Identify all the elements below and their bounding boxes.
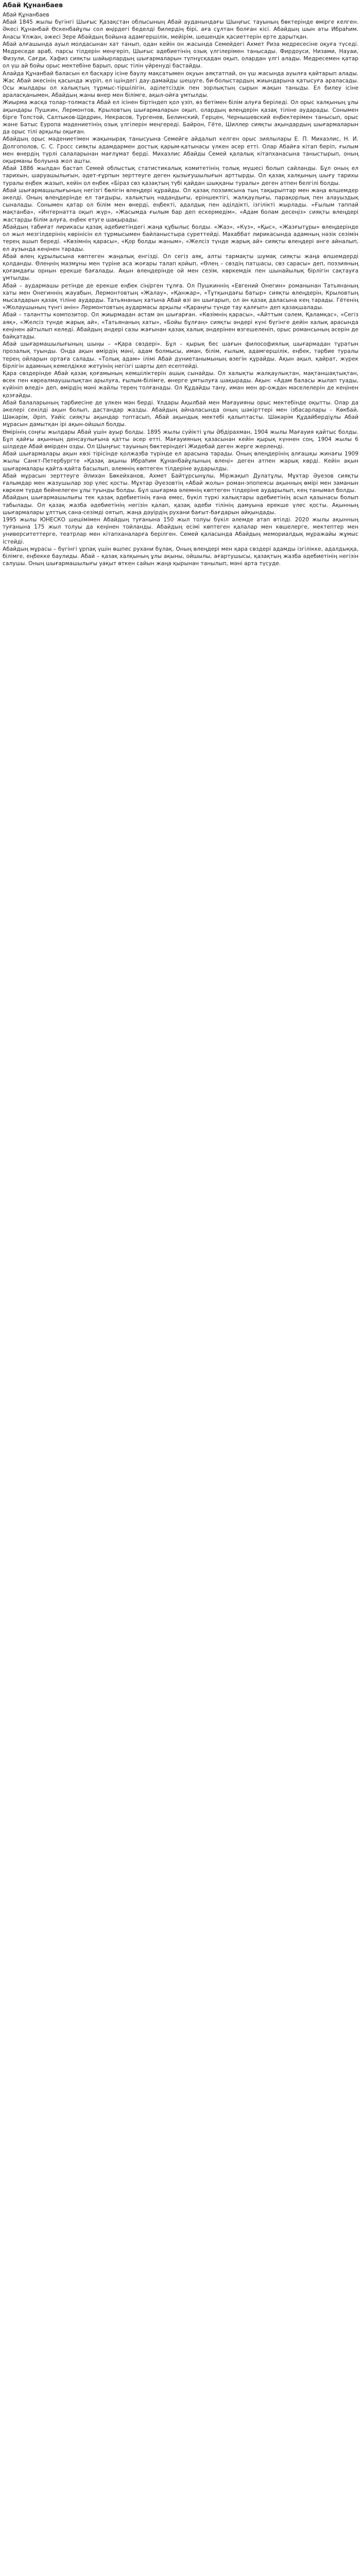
article-paragraph: Абай шығармалары ақын көзі тірісінде қолжазба түрінде ел арасына тарады. Оның өлеңдерінің алғашқы жинағы 1909 жылы Санкт-Петербургте «Қазақ ақыны Ибраһим Құнанбайұлының өлеңі» деген атпен жарық көрді. Кейін ақын шығармалары қайта-қайта басылып, әлемнің көптеген тілдеріне аударылды. — [3, 451, 358, 472]
article-paragraph: Алайда Құнанбай баласын ел басқару ісіне баулу мақсатымен оқуын аяқтатпай, он үш жасында ауылға қайтарып алады. Жас Абай әкесінің қасында жүріп, ел ішіндегі дау-дамайды шешуге, би-болыстардың жиындарына қатысуға араласады. Осы жылдары ол халықтың тұрмыс-тіршілігін, әділетсіздік пен зорлықтың сырын жақын таныды. Ел билеу ісіне араласқанымен, Абайдың жаны өнер мен білімге, ақыл-ойға ұмтылды. — [3, 70, 358, 99]
article-paragraph: Абай – аудармашы ретінде де ерекше еңбек сіңірген тұлға. Ол Пушкиннің «Евгений Онегин» романынан Татьянаның хаты мен Онегиннің жауабын, Лермонтовтың «Жалау», «Қанжар», «Тұтқындағы батыр» сияқты өлеңдерін, Крыловтың мысалдарын қазақ тіліне аударды. Татьянаның хатына Абай өзі ән шығарып, ол ән қазақ даласына кең тарады. Гётенің «Жолаушының түнгі әнін» Лермонтовтың аудармасы арқылы «Қараңғы түнде тау қалғып» деп қазақшалады. — [3, 282, 358, 311]
article-paragraph: Өмірінің соңғы жылдары Абай үшін ауыр болды. 1895 жылы сүйікті ұлы Әбдірахман, 1904 жылы Мағауия қайтыс болды. Бұл қайғы ақынның денсаулығына қатты әсер етті. Мағауияның қазасынан кейін қырық күннен соң, 1904 жылы 6 шілдеде Абай өмірден озды. Ол Шыңғыс тауының бөктеріндегі Жидебай деген жерге жерленді. — [3, 429, 358, 450]
article-paragraph: Абай балаларының тәрбиесіне де үлкен мән берді. Ұлдары Ақылбай мен Мағауияны орыс мектебінде оқытты. Олар да әкелері секілді ақын болып, дастандар жазды. Абайдың айналасында оның шәкірттері мен ізбасарлары – Көкбай, Шәкәрім, Әріп, Уәйіс сияқты ақындар топтасып, Абай ақындық мектебі қалыптасты. Шәкәрім Құдайбердіұлы Абай мұрасын дамытқан ірі ақын-ойшыл болды. — [3, 399, 358, 428]
article-paragraph: Абай шығармашылығының негізгі бөлігін өлеңдері құрайды. Ол қазақ поэзиясына тың тақырыптар мен жаңа өлшемдер әкелді. Оның өлеңдерінде ел тағдыры, халықтың надандығы, еріншектігі, жалқаулығы, парақорлық пен алауыздық сыналады. Сонымен қатар ол білім мен өнерді, еңбекті, адалдық пен әділдікті, ізгілікті жырлады. «Ғылым таппай мақтанба», «Интернатта оқып жүр», «Жасымда ғылым бар деп ескермедім», «Адам болам десеңіз» сияқты өлеңдері жастарды білім алуға, еңбек етуге шақырады. — [3, 187, 358, 223]
article-paragraph: Абай Құнанбаев — [3, 12, 49, 18]
article-paragraph: Абай 1886 жылдан бастап Семей облыстық статистикалық комитетінің толық мүшесі болып сайланды. Бұл оның ел тарихын, шаруашылығын, әдет-ғұрпын зерттеуге деген қызығушылығын арттырды. Ол қазақ халқының шығу тарихы туралы еңбек жазып, кейін ол еңбек «Біраз сөз қазақтың түбі қайдан шыққаны туралы» деген атпен белгілі болды. — [3, 165, 358, 187]
article-paragraph: Абай шығармашылығының шыңы – «Қара сөздері». Бұл – қырық бес шағын философиялық шығармадан тұратын прозалық туынды. Онда ақын өмірдің мәні, адам болмысы, иман, білім, ғылым, адамгершілік, еңбек, тәрбие туралы терең ойларын ортаға салады. «Толық адам» ілімі Абай дүниетанымының өзегін құрайды. Ақын ақыл, қайрат, жүрек бірлігін адамның кемелдікке жетуінің негізгі шарты деп есептейді. — [3, 341, 358, 369]
article-paragraph: Абайдың табиғат лирикасы қазақ әдебиетіндегі жаңа құбылыс болды. «Жаз», «Күз», «Қыс», «Жазғытұры» өлеңдерінде ол жыл мезгілдерінің көрінісін ел тұрмысымен байланыстыра суреттейді. Махаббат лирикасында адамның нәзік сезімін терең ашып береді. «Көзімнің қарасы», «Қор болды жаным», «Желсіз түнде жарық ай» сияқты өлеңдері әнге айналып, ел аузында кеңінен тарады. — [3, 224, 358, 252]
article-paragraph: Абайдың орыс мәдениетімен жақынырақ танысуына Семейге айдалып келген орыс зиялылары Е. П. Михаэлис, Н. И. Долгополов, С. С. Гросс сияқты адамдармен достық қарым-қатынасы үлкен әсер етті. Олар Абайға кітап беріп, ғылым мен өнердің түрлі салаларынан мағлұмат берді. Михаэлис Абайды Семей қалалық кітапханасына таныстырып, оның оқырманы болуына жол ашты. — [3, 136, 358, 165]
article-paragraph: Абайдың шығармашылығы тек қазақ әдебиетінің ғана емес, бүкіл түркі халықтары әдебиетінің асыл қазынасы болып табылады. Ол қазақ жазба әдебиетінің негізін қалап, қазақ әдеби тілінің дамуына ерекше үлес қосты. Ақынның шығармалары ұлттық сана-сезімді оятып, жаңа дәуірдің рухани бағыт-бағдарын айқындады. — [3, 495, 358, 516]
page — [0, 0, 361, 570]
article-paragraph: 1995 жылы ЮНЕСКО шешімімен Абайдың туғанына 150 жыл толуы бүкіл әлемде атап өтілді. 2020 жылы ақынның туғанына 175 жыл толуы да кеңінен тойланды. Абайдың есімі көптеген қалалар мен көшелерге, мектептер мен университеттерге, театрлар мен кітапханаларға берілген. Семей қаласында Абайдың мемориалдық мұражайы жұмыс істейді. — [3, 517, 358, 545]
article-paragraph: Абайдың мұрасы – бүгінгі ұрпақ үшін өшпес рухани бұлақ. Оның өлеңдері мен қара сөздері адамды ізгілікке, адалдыққа, білімге, еңбекке баулиды. Абай – қазақ халқының ұлы ақыны, ойшылы, ағартушысы, қазақтың жазба әдебиетінің негізін салушы. Оның шығармашылығы уақыт өткен сайын жаңа қырынан танылып, мәні арта түсуде. — [3, 546, 358, 567]
article-body — [3, 11, 358, 567]
article-paragraph: Абай – талантты композитор. Ол жиырмадан астам ән шығарған. «Көзімнің қарасы», «Айттым сәлем, Қаламқас», «Сегіз аяқ», «Желсіз түнде жарық ай», «Татьянаның хаты», «Бойы бұлғаң» сияқты әндері күні бүгінге дейін халық арасында кеңінен айтылып келеді. Абайдың әндері сазы жағынан қазақ халық әндерінен өзгешеленіп, орыс романсының әсерін де байқатады. — [3, 312, 358, 340]
article-paragraph: Абай алғашында ауыл молдасынан хат танып, одан кейін он жасында Семейдегі Ахмет Риза медресесіне оқуға түседі. Медреседе араб, парсы тілдерін меңгеріп, Шығыс әдебиетінің озық үлгілерімен танысады. Фирдоуси, Низами, Науаи, Физули, Сағди, Хафиз сияқты шайырлардың шығармаларын түпнұсқадан оқып, олардан үлгі алады. Медресемен қатар ол үш ай бойы орыс мектебіне барып, орыс тілін үйренуді бастайды. — [3, 41, 358, 70]
article-paragraph: Қара сөздерінде Абай қазақ қоғамының кемшіліктерін ашық сынайды. Ол халықты жалқаулықтан, мақтаншақтықтан, өсек пен көреалмаушылықтан арылуға, ғылым-білімге, өнерге ұмтылуға шақырады. Ақын: «Адам баласы жылап туады, күйініп өледі» деп, өмірдің мәні жайлы терең толғанады. Ол Құдайды тану, иман мен ар-ождан мәселелерін де кеңінен қозғайды. — [3, 370, 358, 399]
article-paragraph: Жиырма жасқа толар-толмаста Абай ел ісінен біртіндеп қол үзіп, өз бетімен білім алуға беріледі. Ол орыс халқының ұлы ақындары Пушкин, Лермонтов, Крыловтың шығармаларын оқып, олардың өлеңдерін қазақ тіліне аударады. Сонымен бірге Толстой, Салтыков-Щедрин, Некрасов, Тургенев, Белинский, Герцен, Чернышевский еңбектерімен танысып, орыс және Батыс Еуропа мәдениетінің озық үлгілерін меңгереді. Байрон, Гёте, Шиллер сияқты ақындардың шығармаларын да орыс тілі арқылы оқыған. — [3, 99, 358, 135]
page-title: Абай Құнанбаев — [3, 1, 63, 9]
article-paragraph: Абай өлең құрылысына көптеген жаңалық енгізді. Ол сегіз аяқ, алты тармақты шумақ сияқты жаңа өлшемдерді қолданды. Өлеңнің мазмұны мен түріне аса жоғары талап қойып, «Өлең – сөздің патшасы, сөз сарасы» деп, поэзияның қоғамдағы орнын ерекше бағалады. Ақын өлеңдерінде ой мен сезім, көркемдік пен шынайылық бірлігін сақтауға ұмтылды. — [3, 253, 358, 282]
article-paragraph: Абай 1845 жылы бүгінгі Шығыс Қазақстан облысының Абай ауданындағы Шыңғыс тауының бөктерінде өмірге келген. Әкесі Құнанбай Өскенбайұлы сол өңірдегі беделді билердің бірі, аға сұлтан болған кісі. Абайдың шын аты Ибраһим. Анасы Ұлжан, әжесі Зере Абайдың бойына адамгершілік, мейірім, шешендік қасиеттерін ерте дарытқан. — [3, 19, 358, 40]
article-paragraph: Абай мұрасын зерттеуге Әлихан Бөкейханов, Ахмет Байтұрсынұлы, Міржақып Дулатұлы, Мұхтар Әуезов сияқты ғалымдар мен жазушылар зор үлес қосты. Мұхтар Әуезовтің «Абай жолы» роман-эпопеясы ақынның өмірі мен заманын көркем түрде бейнелеген ұлы туынды болды. Бұл шығарма әлемнің көптеген тілдеріне аударылып, кең танымал болды. — [3, 472, 358, 494]
